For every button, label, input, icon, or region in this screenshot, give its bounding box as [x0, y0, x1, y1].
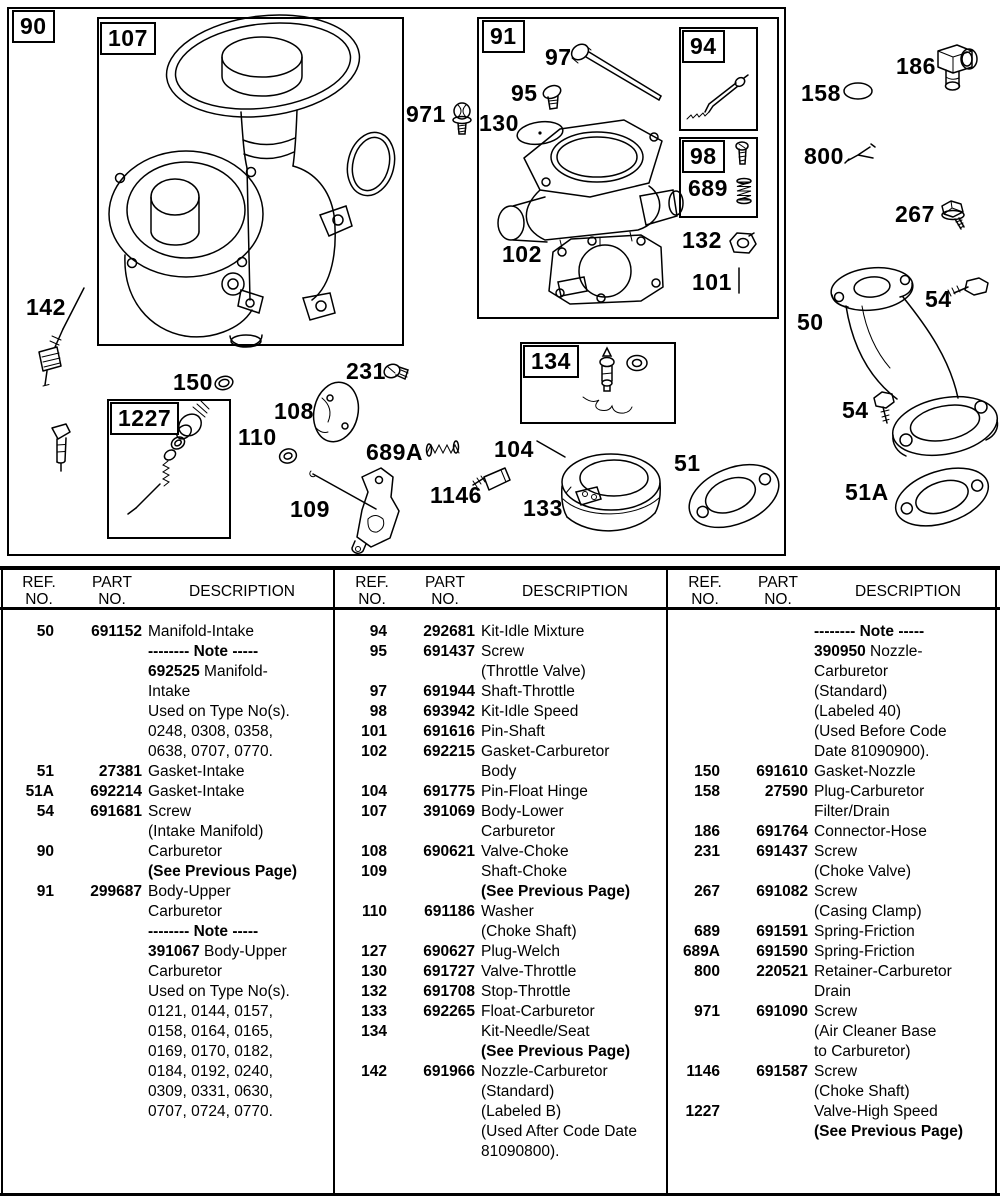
parts-table	[0, 566, 1000, 1196]
description-cell: -------- Note ----- 390950 Nozzle- Carburetor (Standard) (Labeled 40) (Used Before Code Date 81090900).	[814, 623, 947, 760]
parts-row	[335, 702, 666, 722]
ref-no-cell: 110	[361, 903, 387, 920]
parts-row	[668, 942, 999, 962]
ref-no-cell: 104	[361, 783, 387, 800]
ref-no-cell: 127	[361, 943, 387, 960]
callout-110: 110	[238, 424, 277, 450]
parts-row	[668, 1062, 999, 1102]
description-cell: Float-Carburetor	[481, 1003, 595, 1020]
description-cell: Pin-Float Hinge	[481, 783, 588, 800]
parts-row	[668, 962, 999, 1002]
part-no-cell: 691610	[756, 763, 808, 780]
parts-row	[335, 622, 666, 642]
parts-column-2	[335, 610, 666, 1194]
parts-row	[335, 1062, 666, 1162]
callout-134: 134	[523, 345, 579, 378]
callout-91: 91	[482, 20, 525, 53]
callout-130: 130	[479, 110, 519, 136]
ref-no-cell: 267	[694, 883, 720, 900]
callout-133: 133	[523, 495, 563, 521]
header-part-no: PART NO.	[758, 574, 798, 608]
description-cell: Stop-Throttle	[481, 983, 571, 1000]
callout-800: 800	[804, 143, 844, 169]
description-cell: Screw (Intake Manifold)	[148, 803, 264, 840]
callout-971: 971	[406, 101, 446, 127]
header-part-no: PART NO.	[92, 574, 132, 608]
part-no-cell: 27590	[764, 783, 808, 800]
ref-no-cell: 95	[369, 643, 387, 660]
description-cell: Screw (Throttle Valve)	[481, 643, 586, 680]
callout-54: 54	[925, 286, 952, 312]
part-no-cell: 691090	[756, 1003, 808, 1020]
part-no-cell: 691708	[423, 983, 475, 1000]
ref-no-cell: 689A	[682, 943, 720, 960]
parts-row	[2, 762, 333, 782]
ref-no-cell: 51	[36, 763, 54, 780]
parts-row	[2, 802, 333, 842]
description-cell: Body-Upper Carburetor -------- Note ----- 391067 Body-Upper Carburetor Used on Type No(s). 0121, 0144, 0157, 0158, 0164, 0165, 0169, 0170, 0182, 0184, 0192, 0240, 0309, 0331, 0630, 0707, 0724, 0770.	[148, 883, 290, 1120]
parts-row	[335, 642, 666, 682]
part-no-cell: 692265	[423, 1003, 475, 1020]
ref-no-cell: 689	[694, 923, 720, 940]
exploded-parts-diagram	[0, 0, 1000, 560]
parts-row	[335, 902, 666, 942]
ref-no-cell: 142	[361, 1063, 387, 1080]
part-no-cell: 299687	[90, 883, 142, 900]
part-no-cell: 690627	[423, 943, 475, 960]
callout-98: 98	[682, 140, 725, 173]
header-description: DESCRIPTION	[855, 583, 961, 600]
callout-150: 150	[173, 369, 213, 395]
parts-row	[335, 982, 666, 1002]
description-cell: Washer (Choke Shaft)	[481, 903, 577, 940]
parts-row	[335, 962, 666, 982]
part-no-cell: 691966	[423, 1063, 475, 1080]
ref-no-cell: 971	[694, 1003, 720, 1020]
ref-no-cell: 97	[369, 683, 387, 700]
parts-row	[2, 882, 333, 1122]
part-no-cell: 691681	[90, 803, 142, 820]
callout-54: 54	[842, 397, 869, 423]
callout-142: 142	[26, 294, 66, 320]
description-cell: Shaft-Choke (See Previous Page)	[481, 863, 631, 900]
description-cell: Carburetor (See Previous Page)	[148, 843, 298, 880]
parts-row	[335, 1002, 666, 1022]
callout-267: 267	[895, 201, 935, 227]
callout-132: 132	[682, 227, 722, 253]
ref-no-cell: 158	[694, 783, 720, 800]
callout-50: 50	[797, 309, 824, 335]
ref-no-cell: 800	[694, 963, 720, 980]
ref-no-cell: 231	[694, 843, 720, 860]
description-cell: Screw (Casing Clamp)	[814, 883, 922, 920]
ref-no-cell: 51A	[25, 783, 54, 800]
callout-689: 689	[688, 175, 728, 201]
part-no-cell: 691590	[756, 943, 808, 960]
ref-no-cell: 101	[361, 723, 387, 740]
ref-no-cell: 91	[36, 883, 54, 900]
part-no-cell: 691591	[756, 923, 808, 940]
callout-158: 158	[801, 80, 841, 106]
parts-row	[668, 622, 999, 762]
description-cell: Body-Lower Carburetor	[481, 803, 564, 840]
header-description: DESCRIPTION	[522, 583, 628, 600]
callout-108: 108	[274, 398, 314, 424]
ref-no-cell: 130	[361, 963, 387, 980]
ref-no-cell: 98	[369, 703, 387, 720]
description-cell: Retainer-Carburetor Drain	[814, 963, 952, 1000]
callout-107: 107	[100, 22, 156, 55]
parts-column-1	[2, 610, 333, 1194]
ref-no-cell: 102	[361, 743, 387, 760]
description-cell: Valve-Throttle	[481, 963, 577, 980]
description-cell: Plug-Carburetor Filter/Drain	[814, 783, 925, 820]
description-cell: Manifold-Intake -------- Note ----- 692525 Manifold- Intake Used on Type No(s). 0248, 0308, 0358, 0638, 0707, 0770.	[148, 623, 290, 760]
callout-90: 90	[12, 10, 55, 43]
parts-row	[335, 842, 666, 862]
ref-no-cell: 94	[369, 623, 387, 640]
part-no-cell: 391069	[423, 803, 475, 820]
ref-no-cell: 186	[694, 823, 720, 840]
description-cell: Gasket-Intake	[148, 783, 245, 800]
parts-row	[335, 782, 666, 802]
header-description: DESCRIPTION	[189, 583, 295, 600]
parts-row	[668, 762, 999, 782]
description-cell: Kit-Idle Mixture	[481, 623, 585, 640]
description-cell: Spring-Friction	[814, 923, 915, 940]
part-no-cell: 691082	[756, 883, 808, 900]
callout-101: 101	[692, 269, 732, 295]
description-cell: Kit-Idle Speed	[481, 703, 579, 720]
part-no-cell: 691764	[756, 823, 808, 840]
part-no-cell: 691775	[423, 783, 475, 800]
table-header-col2	[335, 572, 668, 607]
callout-94: 94	[682, 30, 725, 63]
parts-row	[2, 842, 333, 882]
description-cell: Connector-Hose	[814, 823, 927, 840]
parts-row	[668, 1002, 999, 1062]
description-cell: Shaft-Throttle	[481, 683, 575, 700]
description-cell: Screw (Choke Shaft)	[814, 1063, 910, 1100]
ref-no-cell: 133	[361, 1003, 387, 1020]
description-cell: Gasket-Intake	[148, 763, 245, 780]
part-no-cell: 691587	[756, 1063, 808, 1080]
ref-no-cell: 134	[361, 1023, 387, 1040]
parts-row	[335, 862, 666, 902]
part-no-cell: 220521	[756, 963, 808, 980]
parts-row	[668, 882, 999, 922]
description-cell: Valve-High Speed (See Previous Page)	[814, 1103, 964, 1140]
parts-row	[2, 782, 333, 802]
callout-51: 51	[674, 450, 701, 476]
callout-layer	[0, 0, 1000, 560]
description-cell: Valve-Choke	[481, 843, 569, 860]
ref-no-cell: 1227	[685, 1103, 720, 1120]
parts-row	[335, 742, 666, 782]
parts-row	[335, 722, 666, 742]
parts-row	[335, 1022, 666, 1062]
description-cell: Plug-Welch	[481, 943, 560, 960]
part-no-cell: 691616	[423, 723, 475, 740]
parts-row	[668, 822, 999, 842]
parts-row	[335, 682, 666, 702]
ref-no-cell: 108	[361, 843, 387, 860]
part-no-cell: 692214	[90, 783, 142, 800]
callout-231: 231	[346, 358, 386, 384]
parts-row	[668, 782, 999, 822]
callout-102: 102	[502, 241, 542, 267]
part-no-cell: 691727	[423, 963, 475, 980]
table-header-col1	[2, 572, 335, 607]
description-cell: Pin-Shaft	[481, 723, 545, 740]
callout-689a: 689A	[366, 439, 423, 465]
ref-no-cell: 132	[361, 983, 387, 1000]
description-cell: Spring-Friction	[814, 943, 915, 960]
parts-row	[668, 842, 999, 882]
part-no-cell: 690621	[423, 843, 475, 860]
ref-no-cell: 150	[694, 763, 720, 780]
ref-no-cell: 109	[361, 863, 387, 880]
callout-1146: 1146	[430, 482, 482, 508]
part-no-cell: 27381	[98, 763, 142, 780]
part-no-cell: 691437	[423, 643, 475, 660]
part-no-cell: 691944	[423, 683, 475, 700]
header-ref-no: REF. NO.	[688, 574, 722, 608]
part-no-cell: 692215	[423, 743, 475, 760]
part-no-cell: 691437	[756, 843, 808, 860]
ref-no-cell: 90	[36, 843, 54, 860]
table-border-top	[0, 566, 1000, 570]
part-no-cell: 693942	[423, 703, 475, 720]
part-no-cell: 292681	[423, 623, 475, 640]
description-cell: Gasket-Carburetor Body	[481, 743, 610, 780]
parts-row	[335, 942, 666, 962]
description-cell: Screw (Choke Valve)	[814, 843, 912, 880]
callout-186: 186	[896, 53, 936, 79]
header-part-no: PART NO.	[425, 574, 465, 608]
callout-95: 95	[511, 80, 538, 106]
parts-row	[668, 1102, 999, 1142]
callout-51a: 51A	[845, 479, 889, 505]
part-no-cell: 691152	[91, 623, 142, 640]
header-ref-no: REF. NO.	[355, 574, 389, 608]
callout-1227: 1227	[110, 402, 179, 435]
description-cell: Gasket-Nozzle	[814, 763, 916, 780]
parts-row	[668, 922, 999, 942]
ref-no-cell: 50	[36, 623, 54, 640]
description-cell: Nozzle-Carburetor (Standard) (Labeled B) (Used After Code Date 81090800).	[481, 1063, 637, 1160]
table-header-col3	[668, 572, 1000, 607]
parts-row	[2, 622, 333, 762]
ref-no-cell: 54	[36, 803, 54, 820]
description-cell: Screw (Air Cleaner Base to Carburetor)	[814, 1003, 937, 1060]
parts-row	[335, 802, 666, 842]
callout-109: 109	[290, 496, 330, 522]
description-cell: Kit-Needle/Seat (See Previous Page)	[481, 1023, 631, 1060]
ref-no-cell: 1146	[686, 1063, 720, 1080]
callout-97: 97	[545, 44, 572, 70]
header-ref-no: REF. NO.	[22, 574, 56, 608]
callout-104: 104	[494, 436, 534, 462]
parts-column-3	[668, 610, 999, 1194]
ref-no-cell: 107	[361, 803, 387, 820]
part-no-cell: 691186	[424, 903, 475, 920]
